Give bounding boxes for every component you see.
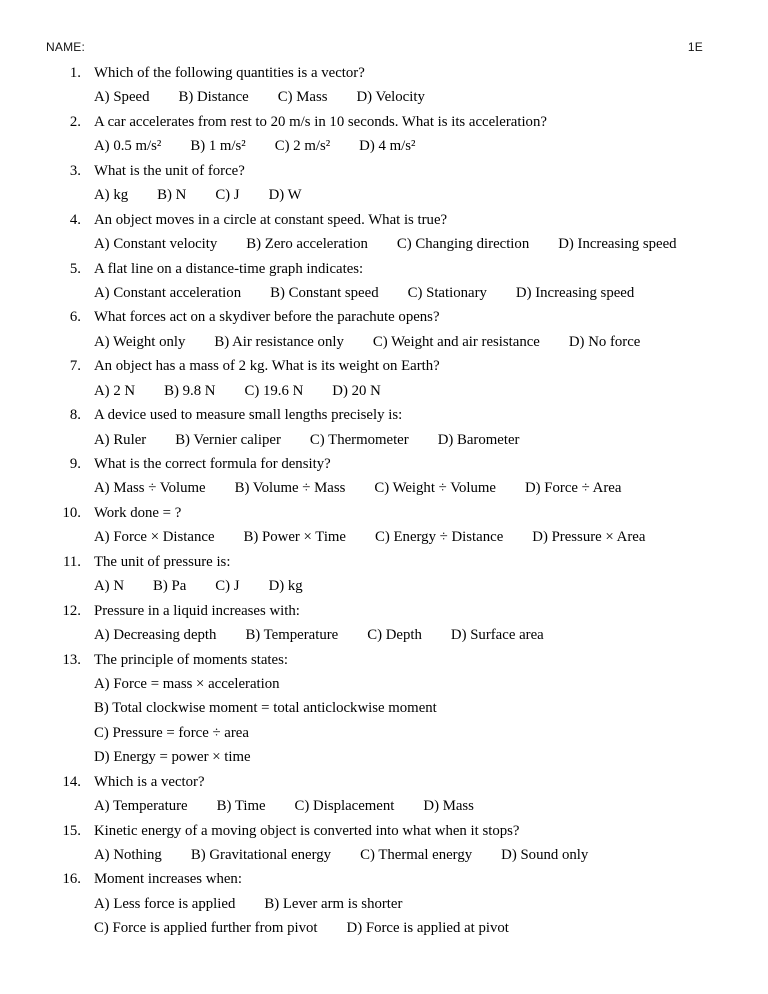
question-number: 8. (69, 407, 81, 424)
option-line (46, 476, 758, 500)
question-text: Which of the following quantities is a vector? (94, 65, 365, 81)
answer-option: C) Weight and air resistance (372, 333, 540, 350)
question-number: 14. (62, 773, 81, 790)
answer-option: C) Stationary (407, 284, 487, 301)
option-line (46, 281, 758, 305)
answer-option: C) Changing direction (396, 236, 530, 253)
question-block (46, 452, 758, 501)
answer-option: B) Zero acceleration (246, 236, 368, 253)
question-number: 1. (69, 65, 81, 81)
answer-option: D) Increasing speed (515, 284, 635, 301)
answer-option: B) N (157, 187, 187, 204)
question-block (46, 305, 758, 354)
question-number: 4. (69, 211, 81, 228)
question-text: Work done = ? (94, 504, 182, 521)
question-number: 16. (62, 871, 81, 888)
question-number: 6. (69, 309, 81, 326)
question-text: An object has a mass of 2 kg. What is its weight on Earth? (94, 358, 440, 375)
question-block (46, 550, 758, 599)
answer-option: D) Force ÷ Area (524, 480, 622, 497)
answer-option: A) kg (94, 187, 129, 204)
page-header (46, 40, 703, 54)
option-line (46, 843, 758, 867)
question-text: A car accelerates from rest to 20 m/s in 10 seconds. What is its acceleration? (94, 113, 547, 130)
answer-option: B) 1 m/s² (190, 138, 246, 155)
answer-option: B) Air resistance only (214, 333, 344, 350)
answer-option: C) Displacement (294, 798, 395, 815)
option-line (46, 574, 758, 598)
answer-option: C) Weight ÷ Volume (374, 480, 496, 497)
question-line (46, 599, 758, 623)
answer-option: A) Weight only (94, 333, 186, 350)
answer-option: C) Mass (277, 89, 328, 106)
question-number: 12. (62, 602, 81, 619)
question-number: 2. (69, 113, 81, 130)
question-block (46, 354, 758, 403)
question-text: A flat line on a distance-time graph indicates: (94, 260, 364, 277)
answer-option: B) Power × Time (243, 529, 347, 546)
question-text: Pressure in a liquid increases with: (94, 602, 300, 619)
question-line (46, 305, 758, 329)
question-line (46, 819, 758, 843)
question-number: 7. (69, 358, 81, 375)
question-list (46, 61, 758, 941)
answer-option: A) Ruler (94, 431, 147, 448)
answer-option: B) Vernier caliper (175, 431, 281, 448)
question-block (46, 110, 758, 159)
question-text: An object moves in a circle at constant speed. What is true? (94, 211, 448, 228)
answer-option: B) Total clockwise moment = total anticlockwise moment (94, 700, 437, 717)
question-line (46, 867, 758, 891)
answer-option: A) Nothing (94, 847, 162, 863)
question-line (46, 648, 758, 672)
question-text: What is the correct formula for density? (94, 456, 331, 472)
answer-option: B) Pa (153, 578, 187, 595)
question-text: Kinetic energy of a moving object is converted into what when it stops? (94, 822, 520, 839)
option-line (46, 794, 758, 818)
answer-option: A) 0.5 m/s² (94, 138, 162, 155)
option-line (46, 330, 758, 354)
option-line (46, 672, 758, 696)
option-line (46, 85, 758, 109)
answer-option: C) J (215, 187, 240, 204)
answer-option: B) Time (216, 798, 266, 815)
question-block (46, 403, 758, 452)
question-block (46, 867, 758, 940)
answer-option: D) No force (568, 333, 641, 350)
question-number: 5. (69, 260, 81, 277)
answer-option: A) Speed (94, 89, 150, 106)
question-line (46, 110, 758, 134)
answer-option: B) Temperature (245, 627, 339, 644)
answer-option: D) Force is applied at pivot (346, 920, 509, 937)
question-block (46, 648, 758, 770)
question-block (46, 599, 758, 648)
answer-option: B) 9.8 N (164, 382, 216, 399)
answer-option: A) N (94, 578, 124, 595)
answer-option: D) Energy = power × time (94, 749, 251, 766)
option-line (46, 696, 758, 720)
question-number: 13. (62, 651, 81, 668)
option-line (46, 721, 758, 745)
answer-option: C) Thermal energy (360, 847, 473, 863)
option-line (46, 745, 758, 769)
option-line (46, 379, 758, 403)
answer-option: C) 19.6 N (244, 382, 304, 399)
answer-option: C) Pressure = force ÷ area (94, 724, 249, 741)
option-line (46, 183, 758, 207)
question-line (46, 208, 758, 232)
question-line (46, 354, 758, 378)
question-number: 3. (69, 162, 81, 179)
answer-option: A) Mass ÷ Volume (94, 480, 206, 497)
question-block (46, 159, 758, 208)
question-line (46, 452, 758, 476)
name-label: NAME: (46, 40, 86, 54)
answer-option: C) Depth (367, 627, 422, 644)
answer-option: D) 4 m/s² (359, 138, 416, 155)
question-line (46, 403, 758, 427)
question-block (46, 61, 758, 110)
answer-option: C) Energy ÷ Distance (375, 529, 504, 546)
question-text: Which is a vector? (94, 773, 205, 790)
answer-option: D) Mass (423, 798, 474, 815)
answer-option: C) 2 m/s² (274, 138, 331, 155)
answer-option: A) Less force is applied (94, 895, 236, 912)
question-line (46, 501, 758, 525)
option-line (46, 892, 758, 916)
answer-option: C) Force is applied further from pivot (94, 920, 318, 937)
question-block (46, 257, 758, 306)
answer-option: B) Constant speed (270, 284, 379, 301)
answer-option: D) Pressure × Area (532, 529, 646, 546)
answer-option: D) Barometer (437, 431, 520, 448)
answer-option: C) J (215, 578, 240, 595)
question-line (46, 770, 758, 794)
answer-option: A) Force × Distance (94, 529, 215, 546)
question-block (46, 819, 758, 868)
option-line (46, 623, 758, 647)
answer-option: A) Temperature (94, 798, 188, 815)
option-line (46, 916, 758, 940)
question-text: What forces act on a skydiver before the parachute opens? (94, 309, 440, 326)
answer-option: A) Constant velocity (94, 236, 218, 253)
option-line (46, 428, 758, 452)
page-code: 1E (687, 40, 703, 54)
answer-option: D) 20 N (332, 382, 381, 399)
question-number: 15. (62, 822, 81, 839)
option-line (46, 525, 758, 549)
answer-option: A) Constant acceleration (94, 284, 242, 301)
answer-option: D) kg (268, 578, 303, 595)
question-line (46, 550, 758, 574)
answer-option: A) Force = mass × acceleration (94, 675, 280, 692)
answer-option: C) Thermometer (309, 431, 409, 448)
question-number: 10. (62, 504, 81, 521)
answer-option: A) 2 N (94, 382, 136, 399)
answer-option: D) Velocity (356, 89, 425, 106)
answer-option: B) Distance (178, 89, 249, 106)
option-line (46, 232, 758, 256)
answer-option: D) Surface area (450, 627, 544, 644)
question-line (46, 257, 758, 281)
question-text: The principle of moments states: (94, 651, 288, 668)
option-line (46, 134, 758, 158)
question-text: The unit of pressure is: (94, 553, 231, 570)
question-text: Moment increases when: (94, 871, 242, 888)
question-block (46, 770, 758, 819)
question-number: 11. (63, 553, 81, 570)
question-number: 9. (69, 456, 81, 472)
question-text: What is the unit of force? (94, 162, 245, 179)
answer-option: B) Lever arm is shorter (264, 895, 403, 912)
answer-option: D) W (268, 187, 302, 204)
answer-option: B) Volume ÷ Mass (234, 480, 346, 497)
question-block (46, 501, 758, 550)
answer-option: D) Sound only (501, 847, 589, 863)
question-line (46, 61, 758, 85)
question-line (46, 159, 758, 183)
answer-option: B) Gravitational energy (190, 847, 332, 863)
question-block (46, 208, 758, 257)
answer-option: A) Decreasing depth (94, 627, 217, 644)
question-text: A device used to measure small lengths precisely is: (94, 407, 403, 424)
answer-option: D) Increasing speed (558, 236, 677, 253)
